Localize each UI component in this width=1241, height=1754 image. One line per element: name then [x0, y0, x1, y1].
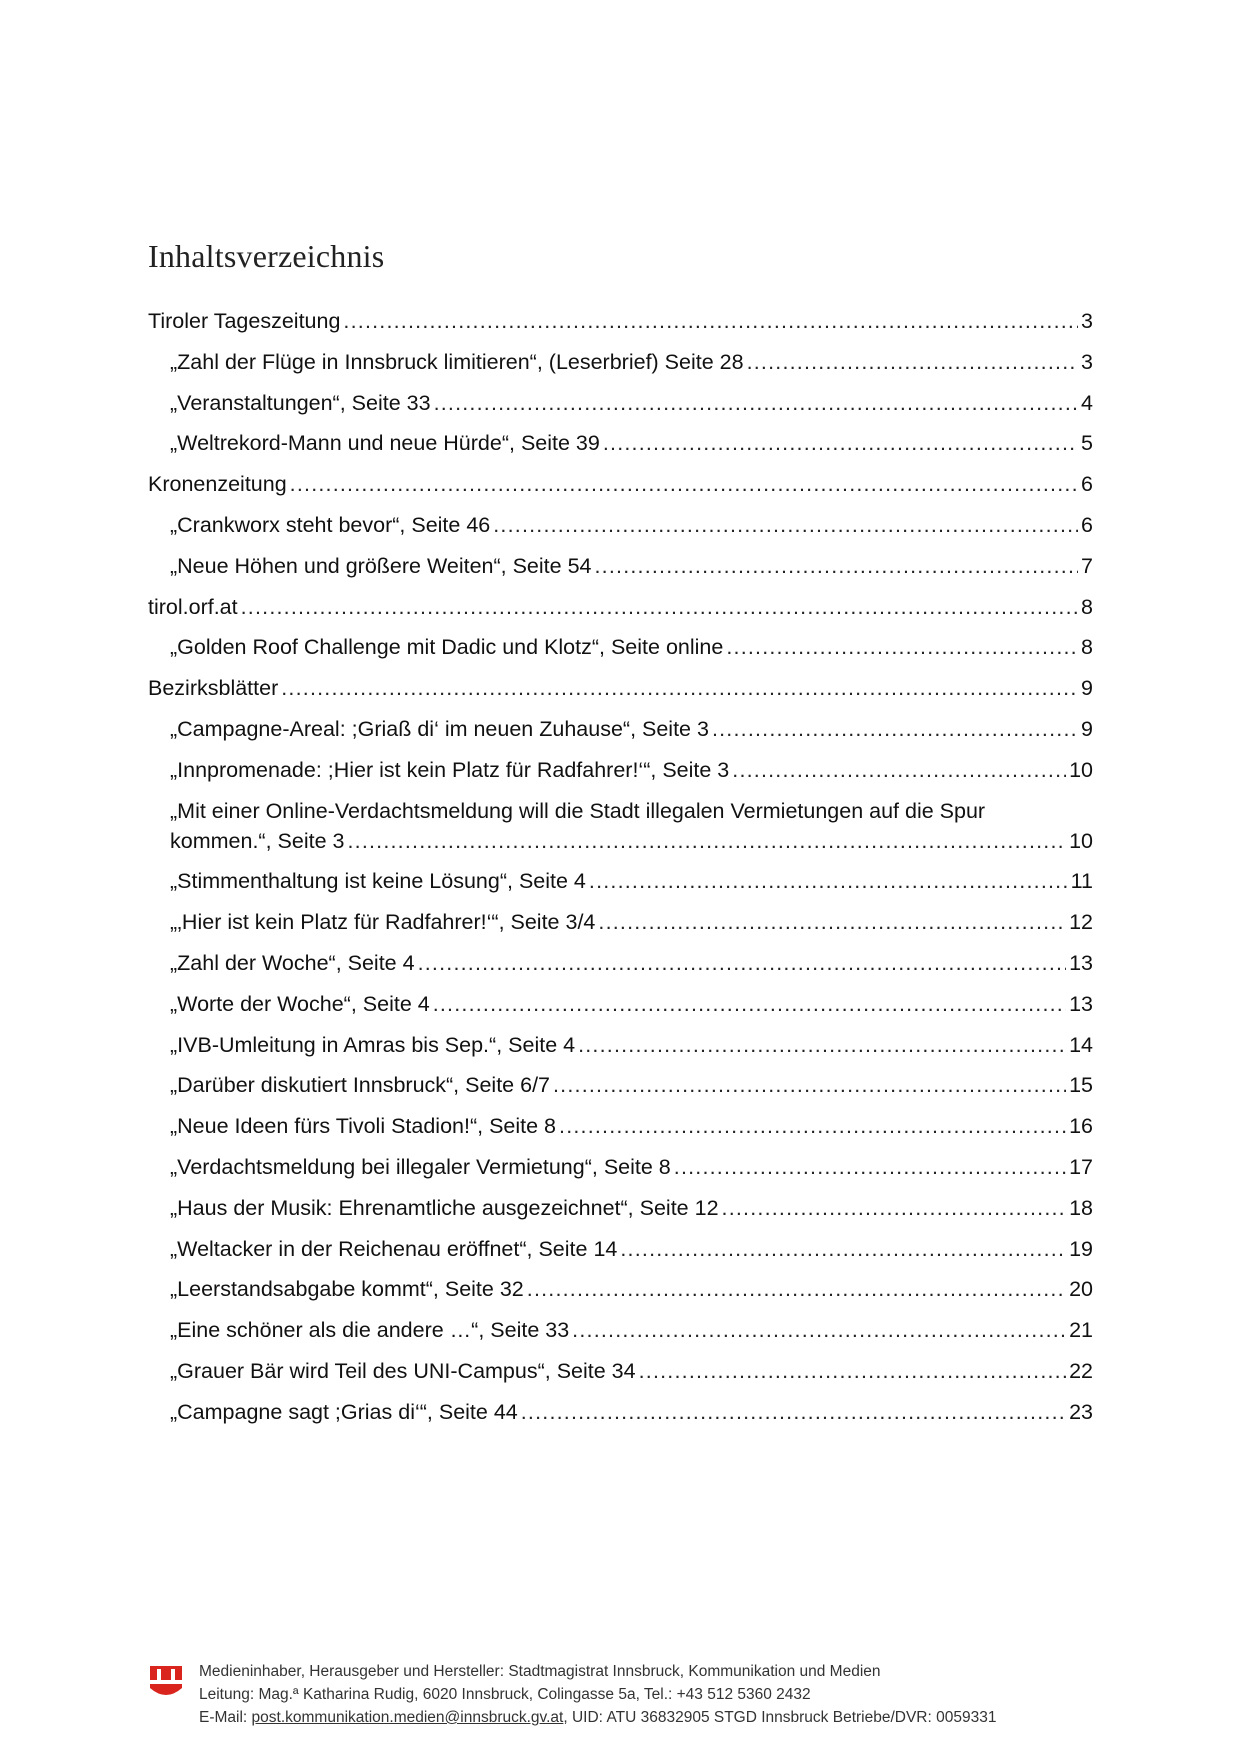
- toc-entry-text: „Verdachtsmeldung bei illegaler Vermietung“, Seite 8: [170, 1154, 671, 1179]
- toc-page-number: 15: [1069, 1073, 1093, 1098]
- toc-article-entry[interactable]: [148, 796, 1093, 856]
- dot-leader: [620, 1234, 1066, 1264]
- page-title: Inhaltsverzeichnis: [148, 238, 385, 274]
- toc-page-number: 10: [1069, 828, 1093, 853]
- toc-page-number: 7: [1081, 553, 1093, 578]
- toc-entry-text-continued: kommen.“, Seite 3: [170, 828, 345, 853]
- dot-leader: [603, 428, 1078, 458]
- dot-leader: [639, 1356, 1066, 1386]
- dot-leader: [347, 826, 1066, 856]
- toc-page-number: 19: [1069, 1236, 1093, 1261]
- toc-article-entry[interactable]: [148, 428, 1093, 458]
- toc-entry-text: „‚Hier ist kein Platz für Radfahrer!‘“, Seite 3/4: [170, 910, 596, 935]
- toc-article-entry[interactable]: [148, 347, 1093, 377]
- dot-leader: [559, 1111, 1066, 1141]
- dot-leader: [281, 673, 1078, 703]
- toc-article-entry[interactable]: [148, 1274, 1093, 1304]
- dot-leader: [722, 1193, 1067, 1223]
- table-of-contents: [148, 306, 1093, 1438]
- toc-page-number: 9: [1081, 716, 1093, 741]
- toc-page-number: 10: [1069, 757, 1093, 782]
- toc-page-number: 5: [1081, 431, 1093, 456]
- imprint-line-3-rest: , UID: ATU 36832905 STGD Innsbruck Betriebe/DVR: 0059331: [563, 1709, 997, 1726]
- toc-section-entry[interactable]: [148, 306, 1093, 336]
- toc-article-entry[interactable]: [148, 755, 1093, 785]
- toc-entry-text: „Innpromenade: ;Hier ist kein Platz für Radfahrer!‘“, Seite 3: [170, 757, 730, 782]
- email-link[interactable]: post.kommunikation.medien@innsbruck.gv.at: [251, 1709, 564, 1726]
- toc-entry-text: Bezirksblätter: [148, 676, 279, 701]
- toc-page-number: 17: [1069, 1154, 1093, 1179]
- toc-page-number: 20: [1069, 1277, 1093, 1302]
- toc-article-entry[interactable]: [148, 989, 1093, 1019]
- dot-leader: [434, 388, 1078, 418]
- toc-page-number: 3: [1081, 309, 1093, 333]
- dot-leader: [572, 1315, 1066, 1345]
- toc-article-entry[interactable]: [148, 714, 1093, 744]
- toc-page-number: 13: [1069, 950, 1093, 975]
- toc-entry-text: Tiroler Tageszeitung: [148, 309, 341, 333]
- innsbruck-logo-icon: [150, 1666, 182, 1700]
- dot-leader: [418, 948, 1067, 978]
- toc-entry-text: „IVB-Umleitung in Amras bis Sep.“, Seite 4: [170, 1032, 576, 1057]
- toc-entry-text: „Crankworx steht bevor“, Seite 46: [170, 512, 491, 537]
- toc-section-entry[interactable]: [148, 592, 1093, 622]
- toc-article-entry[interactable]: [148, 1397, 1093, 1427]
- imprint-line-3: [199, 1706, 996, 1729]
- toc-entry-text: „Mit einer Online-Verdachtsmeldung will die Stadt illegalen Vermietungen auf die Spur: [170, 798, 986, 823]
- toc-page-number: 8: [1081, 635, 1093, 660]
- imprint-text: [199, 1660, 996, 1729]
- dot-leader: [290, 469, 1078, 499]
- toc-article-entry[interactable]: [148, 1234, 1093, 1264]
- dot-leader: [674, 1152, 1066, 1182]
- toc-page-number: 6: [1081, 472, 1093, 497]
- dot-leader: [589, 866, 1068, 896]
- email-label: E-Mail:: [199, 1709, 252, 1726]
- toc-page-number: 22: [1069, 1358, 1093, 1383]
- toc-page-number: 12: [1069, 910, 1093, 935]
- toc-section-entry[interactable]: [148, 673, 1093, 703]
- toc-article-entry[interactable]: [148, 1315, 1093, 1345]
- toc-section-entry[interactable]: [148, 469, 1093, 499]
- dot-leader: [595, 551, 1079, 581]
- toc-entry-text: „Haus der Musik: Ehrenamtliche ausgezeichnet“, Seite 12: [170, 1195, 719, 1220]
- toc-entry-text: tirol.orf.at: [148, 594, 238, 619]
- toc-entry-text: „Weltacker in der Reichenau eröffnet“, Seite 14: [170, 1236, 618, 1261]
- toc-entry-text: „Grauer Bär wird Teil des UNI-Campus“, Seite 34: [170, 1358, 636, 1383]
- dot-leader: [521, 1397, 1066, 1427]
- toc-article-entry[interactable]: [148, 948, 1093, 978]
- toc-page-number: 6: [1081, 512, 1093, 537]
- dot-leader: [747, 347, 1078, 377]
- toc-entry-text: „Leerstandsabgabe kommt“, Seite 32: [170, 1277, 524, 1302]
- imprint-line-2: Leitung: Mag.ª Katharina Rudig, 6020 Innsbruck, Colingasse 5a, Tel.: +43 512 5360 2432: [199, 1686, 811, 1703]
- dot-leader: [712, 714, 1078, 744]
- toc-article-entry[interactable]: [148, 1030, 1093, 1060]
- toc-page-number: 21: [1069, 1318, 1093, 1343]
- toc-article-entry[interactable]: [148, 1070, 1093, 1100]
- toc-entry-text: „Neue Höhen und größere Weiten“, Seite 54: [170, 553, 592, 578]
- toc-entry-text: „Neue Ideen fürs Tivoli Stadion!“, Seite 8: [170, 1114, 557, 1139]
- toc-entry-text: „Worte der Woche“, Seite 4: [170, 991, 430, 1016]
- toc-page-number: 9: [1081, 676, 1093, 701]
- dot-leader: [598, 907, 1066, 937]
- toc-entry-text: „Zahl der Woche“, Seite 4: [170, 950, 415, 975]
- toc-article-entry[interactable]: [148, 632, 1093, 662]
- dot-leader: [732, 755, 1066, 785]
- dot-leader: [493, 510, 1078, 540]
- toc-entry-text: „Golden Roof Challenge mit Dadic und Klotz“, Seite online: [170, 635, 724, 660]
- toc-article-entry[interactable]: [148, 1152, 1093, 1182]
- toc-article-entry[interactable]: [148, 866, 1093, 896]
- toc-entry-text: „Campagne sagt ;Grias di‘“, Seite 44: [170, 1399, 518, 1424]
- toc-entry-text: „Veranstaltungen“, Seite 33: [170, 390, 431, 415]
- toc-entry-text: „Campagne-Areal: ;Griaß di‘ im neuen Zuhause“, Seite 3: [170, 716, 709, 741]
- toc-article-entry[interactable]: [148, 1111, 1093, 1141]
- toc-entry-text: „Darüber diskutiert Innsbruck“, Seite 6/7: [170, 1073, 550, 1098]
- toc-entry-text: Kronenzeitung: [148, 472, 287, 497]
- toc-entry-text: „Eine schöner als die andere …“, Seite 33: [170, 1318, 570, 1343]
- toc-page-number: 23: [1069, 1399, 1093, 1424]
- toc-page-number: 11: [1070, 869, 1093, 894]
- toc-entry-text: „Zahl der Flüge in Innsbruck limitieren“, (Leserbrief) Seite 28: [170, 349, 744, 374]
- toc-page-number: 13: [1069, 991, 1093, 1016]
- toc-entry-text: „Stimmenthaltung ist keine Lösung“, Seite 4: [170, 869, 586, 894]
- toc-page-number: 14: [1069, 1032, 1093, 1057]
- toc-article-entry[interactable]: [148, 1356, 1093, 1386]
- dot-leader: [343, 306, 1078, 336]
- toc-page-number: 4: [1081, 390, 1093, 415]
- toc-page-number: 16: [1069, 1114, 1093, 1139]
- dot-leader: [241, 592, 1078, 622]
- toc-page-number: 18: [1069, 1195, 1093, 1220]
- toc-article-entry[interactable]: [148, 907, 1093, 937]
- imprint-line-1: Medieninhaber, Herausgeber und Hersteller: Stadtmagistrat Innsbruck, Kommunikation und Medien: [199, 1663, 881, 1680]
- toc-page-number: 3: [1081, 349, 1093, 374]
- toc-page-number: 8: [1081, 594, 1093, 619]
- dot-leader: [726, 632, 1078, 662]
- dot-leader: [553, 1070, 1066, 1100]
- dot-leader: [433, 989, 1066, 1019]
- toc-article-entry[interactable]: [148, 388, 1093, 418]
- toc-entry-text: „Weltrekord-Mann und neue Hürde“, Seite 39: [170, 431, 600, 456]
- toc-article-entry[interactable]: [148, 551, 1093, 581]
- toc-article-entry[interactable]: [148, 1193, 1093, 1223]
- toc-article-entry[interactable]: [148, 510, 1093, 540]
- dot-leader: [527, 1274, 1066, 1304]
- dot-leader: [578, 1030, 1066, 1060]
